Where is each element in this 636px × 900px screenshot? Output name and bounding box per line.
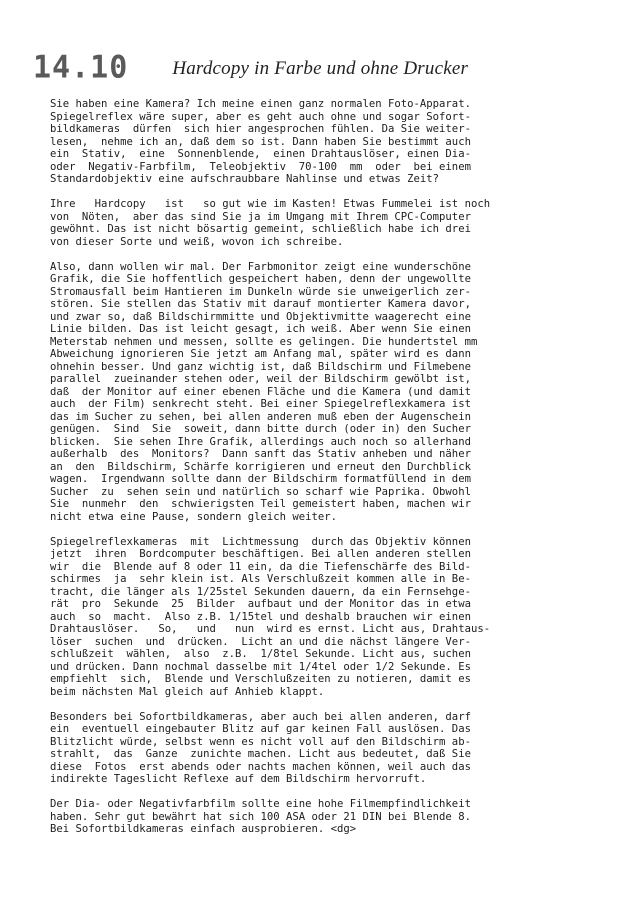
- paragraph: [50, 536, 590, 699]
- paragraph: [50, 261, 590, 524]
- text-line: von dieser Sorte und weiß, wovon ich schreibe.: [50, 235, 344, 248]
- text-line: Sie haben eine Kamera? Ich meine einen ganz normalen Foto-Apparat.: [50, 98, 471, 110]
- text-line: Grafik, die Sie hoffentlich gespeichert haben, denn der ungewollte: [50, 273, 471, 285]
- text-line: das im Sucher zu sehen, bei allen anderen muß eben der Augenschein: [50, 410, 471, 423]
- text-line: Linie bilden. Das ist leicht gesagt, ich weiß. Aber wenn Sie einen: [50, 323, 471, 335]
- text-line: beim nächsten Mal gleich auf Anhieb klappt.: [50, 685, 325, 698]
- text-line: und zwar so, daß Bildschirmmitte und Objektivmitte waagerecht eine: [50, 310, 471, 323]
- text-line: außerhalb des Monitors? Dann sanft das Stativ anheben und näher: [50, 448, 471, 460]
- text-line: tracht, die länger als 1/25stel Sekunden dauern, da ein Fernsehge-: [50, 585, 471, 598]
- text-line: Ihre Hardcopy ist so gut wie im Kasten! Etwas Fummelei ist noch: [50, 198, 491, 210]
- text-line: haben. Sehr gut bewährt hat sich 100 ASA oder 21 DIN bei Blende 8.: [50, 810, 471, 823]
- paragraph: [50, 198, 590, 248]
- text-line: parallel zueinander stehen oder, weil der Bildschirm gewölbt ist,: [50, 373, 471, 385]
- text-line: Standardobjektiv eine aufschraubbare Nahlinse und etwas Zeit?: [50, 173, 440, 185]
- paragraph: [50, 711, 590, 786]
- text-line: auch so macht. Also z.B. 1/15tel und deshalb brauchen wir einen: [50, 610, 471, 623]
- text-line: Abweichung ignorieren Sie jetzt am Anfang mal, später wird es dann: [50, 348, 471, 360]
- text-line: ein eventuell eingebauter Blitz auf gar keinen Fall auslösen. Das: [50, 723, 471, 735]
- text-line: Meterstab nehmen und messen, sollte es gelingen. Die hundertstel mm: [50, 335, 478, 348]
- text-line: Spiegelreflexkameras mit Lichtmessung durch das Objektiv können: [50, 535, 471, 548]
- text-line: ein Stativ, eine Sonnenblende, einen Drahtauslöser, einen Dia-: [50, 148, 471, 160]
- text-line: rät pro Sekunde 25 Bilder aufbaut und der Monitor das in etwa: [50, 598, 471, 610]
- section-title: Hardcopy in Farbe und ohne Drucker: [172, 58, 469, 79]
- text-line: indirekte Tageslicht Reflexe auf dem Bildschirm hervorruft.: [50, 773, 427, 785]
- text-line: stören. Sie stellen das Stativ mit darauf montierter Kamera davor,: [50, 298, 471, 310]
- text-line: von Nöten, aber das sind Sie ja im Umgang mit Ihrem CPC-Computer: [50, 210, 471, 223]
- text-line: genügen. Sind Sie soweit, dann bitte durch (oder in) den Sucher: [50, 423, 471, 435]
- text-line: Also, dann wollen wir mal. Der Farbmonitor zeigt eine wunderschöne: [50, 260, 471, 273]
- body-text: [50, 98, 590, 848]
- text-line: empfiehlt sich, Blende und Verschlußzeiten zu notieren, damit es: [50, 673, 471, 685]
- text-line: daß der Monitor auf einer ebenen Fläche und die Kamera (und damit: [50, 385, 471, 398]
- text-line: strahlt, das Ganze zunichte machen. Licht aus bedeutet, daß Sie: [50, 748, 471, 760]
- text-line: schirmes ja sehr klein ist. Als Verschlußzeit kommen alle in Be-: [50, 573, 471, 585]
- text-line: Drahtauslöser. So, und nun wird es ernst. Licht aus, Drahtaus-: [50, 623, 491, 635]
- text-line: nicht etwa eine Pause, sondern gleich weiter.: [50, 510, 338, 523]
- text-line: lesen, nehme ich an, daß dem so ist. Dann haben Sie bestimmt auch: [50, 135, 471, 148]
- text-line: löser suchen und drücken. Licht an und die nächst längere Ver-: [50, 635, 471, 648]
- text-line: blicken. Sie sehen Ihre Grafik, allerdings auch noch so allerhand: [50, 435, 471, 448]
- text-line: Besonders bei Sofortbildkameras, aber auch bei allen anderen, darf: [50, 710, 471, 723]
- text-line: bildkameras dürfen sich hier angesprochen fühlen. Da Sie weiter-: [50, 123, 471, 135]
- text-line: und drücken. Dann nochmal dasselbe mit 1/4tel oder 1/2 Sekunde. Es: [50, 660, 471, 673]
- text-line: ohnehin besser. Und ganz wichtig ist, daß Bildschirm und Filmebene: [50, 360, 471, 373]
- text-line: wir die Blende auf 8 oder 11 ein, da die Tiefenschärfe des Bild-: [50, 560, 471, 573]
- paragraph: [50, 98, 590, 186]
- section-number: 14.10: [33, 49, 129, 86]
- paragraph: [50, 798, 590, 836]
- text-line: auch der Film) senkrecht steht. Bei einer Spiegelreflexkamera ist: [50, 398, 471, 410]
- text-line: gewöhnt. Das ist nicht bösartig gemeint, schließlich habe ich drei: [50, 223, 471, 235]
- text-line: diese Fotos erst abends oder nachts machen können, weil auch das: [50, 760, 471, 773]
- text-line: oder Negativ-Farbfilm, Teleobjektiv 70-100 mm oder bei einem: [50, 160, 471, 173]
- text-line: Spiegelreflex wäre super, aber es geht auch ohne und sogar Sofort-: [50, 110, 471, 123]
- text-line: Sucher zu sehen sein und natürlich so scharf wie Paprika. Obwohl: [50, 485, 471, 498]
- text-line: schlußzeit wählen, also z.B. 1/8tel Sekunde. Licht aus, suchen: [50, 648, 471, 660]
- text-line: Der Dia- oder Negativfarbfilm sollte eine hohe Filmempfindlichkeit: [50, 798, 471, 810]
- text-line: Blitzlicht würde, selbst wenn es nicht voll auf den Bildschirm ab-: [50, 735, 471, 748]
- text-line: wagen. Irgendwann sollte dann der Bildschirm formatfüllend in dem: [50, 473, 471, 485]
- section-header: [33, 44, 593, 84]
- text-line: Stromausfall beim Hantieren im Dunkeln würde sie unweigerlich zer-: [50, 285, 471, 298]
- text-line: jetzt ihren Bordcomputer beschäftigen. Bei allen anderen stellen: [50, 548, 471, 560]
- text-line: Bei Sofortbildkameras einfach ausprobieren. <dg>: [50, 823, 357, 835]
- text-line: an den Bildschirm, Schärfe korrigieren und erneut den Durchblick: [50, 460, 471, 473]
- text-line: Sie nunmehr den schwierigsten Teil gemeistert haben, machen wir: [50, 498, 471, 510]
